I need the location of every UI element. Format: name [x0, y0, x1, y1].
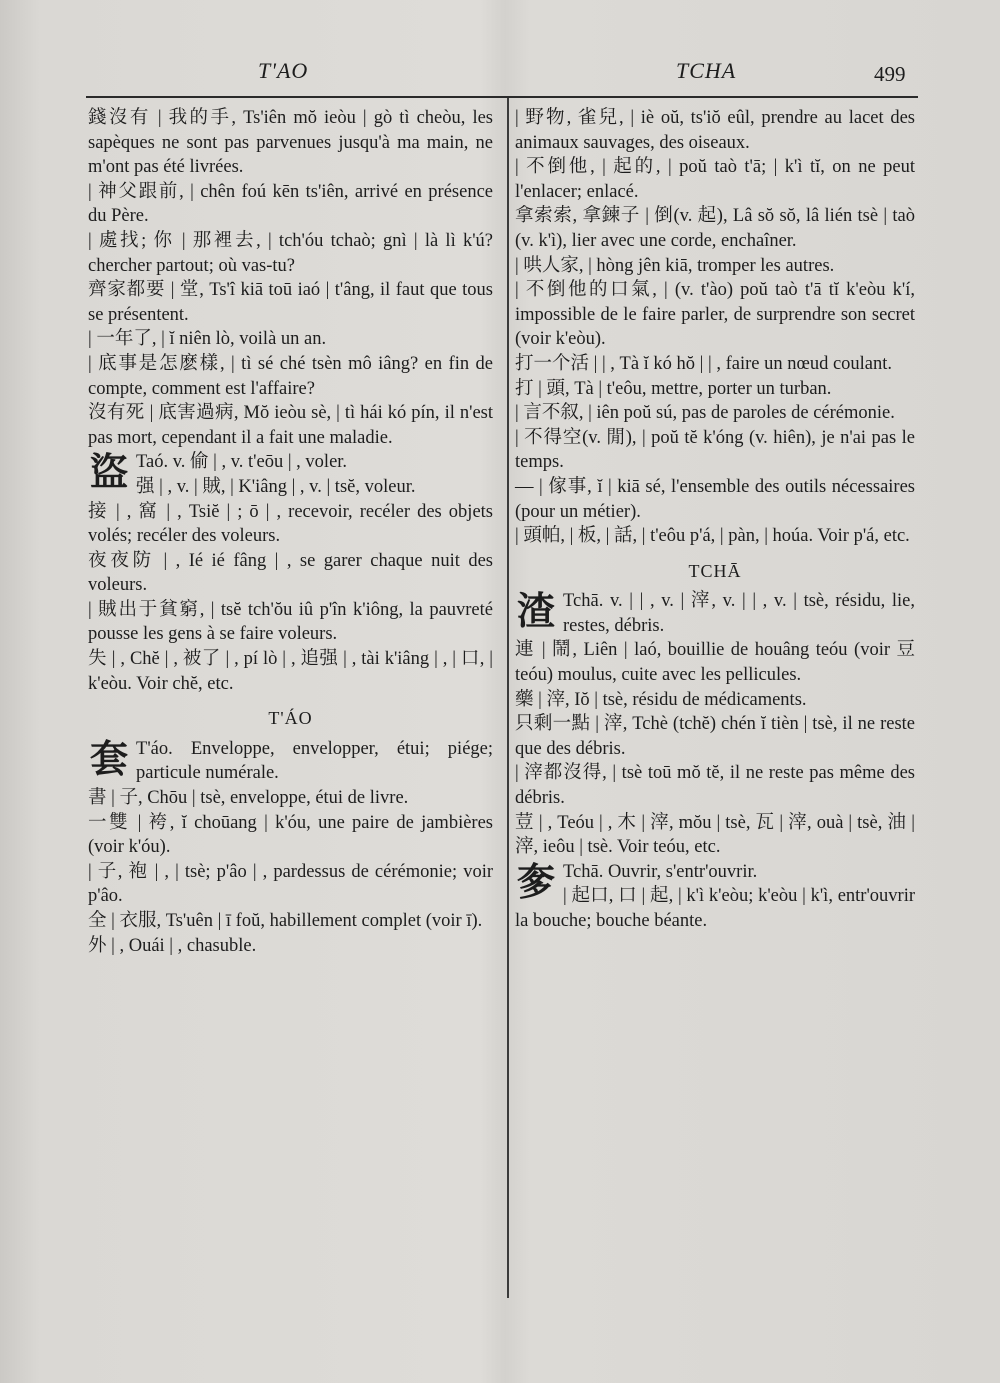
headword-definition: Taó. v. 偷 | , v. t'eōu | , voler. [136, 452, 348, 473]
dictionary-entry: | 頭帕, | 板, | 話, | t'eôu p'á, | pàn, | hoúa. Voir p'á, etc. [515, 526, 910, 547]
dictionary-entry: 錢沒有 | 我的手, Ts'iên mŏ ieòu | gò tì cheòu, les sapèques ne sont pas parvenues jusqu'à ma main, ne m'ont pas été livrées. [88, 108, 493, 178]
dictionary-entry: | 不倒他的口氣, | (v. t'ào) poŭ taò t'ā tĭ k'eòu k'í, impossible de le faire parler, de surprendre son secret (voir k'eòu). [515, 280, 915, 350]
running-head-left: T'AO [258, 58, 309, 83]
dictionary-entry: | 哄人家, | hòng jên kiā, tromper les autres. [515, 255, 835, 276]
right-column [515, 106, 915, 934]
section-heading: T'ÁO [268, 708, 313, 729]
dictionary-entry: | 不倒他, | 起的, | poŭ taò t'ā; | k'ì tĭ, on ne peut l'enlacer; enlacé. [515, 157, 915, 202]
dictionary-entry: | 滓都沒得, | tsè toū mŏ tĕ, il ne reste pas même des débris. [515, 763, 915, 809]
headword-character: 奓 [517, 859, 556, 904]
headword-character: 盜 [90, 450, 129, 495]
dictionary-entry: | 一年了, | ĭ niên lò, voilà un an. [88, 329, 327, 350]
dictionary-entry: | 賊出于貧窮, | tsĕ tch'ŏu iû p'în k'iông, la pauvreté pousse les gens à se faire voleurs. [88, 599, 493, 645]
dictionary-entry: — | 傢事, ĭ | kiā sé, l'ensemble des outils nécessaires (pour un métier). [515, 476, 915, 522]
dictionary-entry: 藥 | 滓, Iŏ | tsè, résidu de médicaments. [515, 689, 807, 710]
dictionary-entry: 沒有死 | 底害過病, Mŏ ieòu sè, | tì hái kó pín, il n'est pas mort, cependant il a fait une maladie. [88, 403, 493, 448]
dictionary-entry: 一雙 | 袴, ĭ choūang | k'óu, une paire de jambières (voir k'óu). [88, 812, 493, 858]
dictionary-entry: 只剩一點 | 滓, Tchè (tchĕ) chén ĭ tièn | tsè, il ne reste que des débris. [515, 714, 915, 759]
dictionary-entry: | 子, 袍 | , | tsè; p'âo | , pardessus de cérémonie; voir p'âo. [88, 861, 493, 907]
headword-entry [515, 859, 915, 904]
column-rule [507, 98, 509, 1298]
headword-definition: Tchā. v. | | , v. | 滓, v. | | , v. | tsè, résidu, lie, restes, débris. [563, 591, 915, 636]
headword-definition: Tchā. Ouvrir, s'entr'ouvrir. [563, 861, 758, 882]
section-heading: TCHĀ [688, 560, 742, 581]
dictionary-entry: | 不得空(v. 閒), | poŭ tĕ k'óng (v. hiên), je n'ai pas le temps. [515, 427, 915, 473]
headword-character: 渣 [517, 589, 556, 634]
dictionary-entry: | 起口, 口 | 起, | k'ì k'eòu; k'eòu | k'ì, entr'ouvrir la bouche; bouche béante. [515, 886, 915, 931]
dictionary-entry: 打 | 頭, Tà | t'eôu, mettre, porter un turban. [515, 378, 832, 399]
dictionary-entry: | 野物, 雀兒, | iè oŭ, ts'iŏ eûl, prendre au lacet des animaux sauvages, des oiseaux. [515, 108, 915, 153]
headword-definition: T'áo. Enveloppe, envelopper, étui; piége; particule numérale. [136, 738, 493, 784]
dictionary-entry: | 神父跟前, | chên foú kēn ts'iên, arrivé en présence du Père. [88, 181, 493, 227]
dictionary-entry: 拿索索, 拿鍊子 | 倒(v. 起), Lâ sŏ sŏ, lâ lién tsè | taò (v. k'ì), lier avec une corde, enchaîner. [515, 206, 915, 251]
running-head-right: TCHA [676, 58, 737, 83]
header-rule [86, 96, 918, 98]
dictionary-entry: | 底事是怎麽樣, | tì sé ché tsèn mô iâng? en fin de compte, comment est l'affaire? [88, 353, 493, 399]
dictionary-entry: 荳 | , Teóu | , 木 | 滓, mŏu | tsè, 瓦 | 滓, ouà | tsè, 油 | 滓, ieôu | tsè. Voir teóu, etc. [515, 812, 915, 858]
page-number: 499 [874, 62, 906, 86]
dictionary-entry: 齊家都要 | 堂, Ts'î kiā toū iaó | t'âng, il faut que tous se présentent. [88, 280, 493, 325]
dictionary-entry: 打一个活 | | , Tà ĭ kó hŏ | | , faire un nœud coulant. [515, 353, 893, 374]
dictionary-entry: 接 | , 窩 | , Tsiĕ | ; ō | , recevoir, recéler des objets volés; recéler des voleurs. [88, 501, 493, 547]
dictionary-entry: 失 | , Chĕ | , 被了 | , pí lò | , 追强 | , tài k'iâng | , | 口, | k'eòu. Voir chĕ, etc. [88, 649, 493, 694]
dictionary-entry: | 處找; 你 | 那裡去, | tch'óu tchaò; gnì | là lì k'ú? chercher partout; où vas-tu? [88, 230, 493, 276]
dictionary-entry: 連 | 鬧, Liên | laó, bouillie de houâng teóu (voir 豆 teóu) moulus, cuite avec les pellicules. [515, 640, 915, 686]
left-column [88, 106, 493, 958]
dictionary-entry: 夜夜防 | , Ié ié fâng | , se garer chaque nuit des voleurs. [88, 550, 493, 596]
headword-character: 套 [90, 736, 129, 781]
dictionary-entry: 書 | 子, Chōu | tsè, enveloppe, étui de livre. [88, 788, 409, 809]
headword-entry [88, 737, 493, 786]
dictionary-entry: | 言不叙, | iên poŭ sú, pas de paroles de cérémonie. [515, 403, 895, 424]
dictionary-entry: 全 | 衣服, Ts'uên | ī foŭ, habillement complet (voir ī). [88, 911, 483, 931]
headword-entry [515, 589, 915, 638]
dictionary-entry: 强 | , v. | 賊, | K'iâng | , v. | tsĕ, voleur. [136, 476, 416, 497]
dictionary-entry: 外 | , Ouái | , chasuble. [88, 935, 257, 956]
